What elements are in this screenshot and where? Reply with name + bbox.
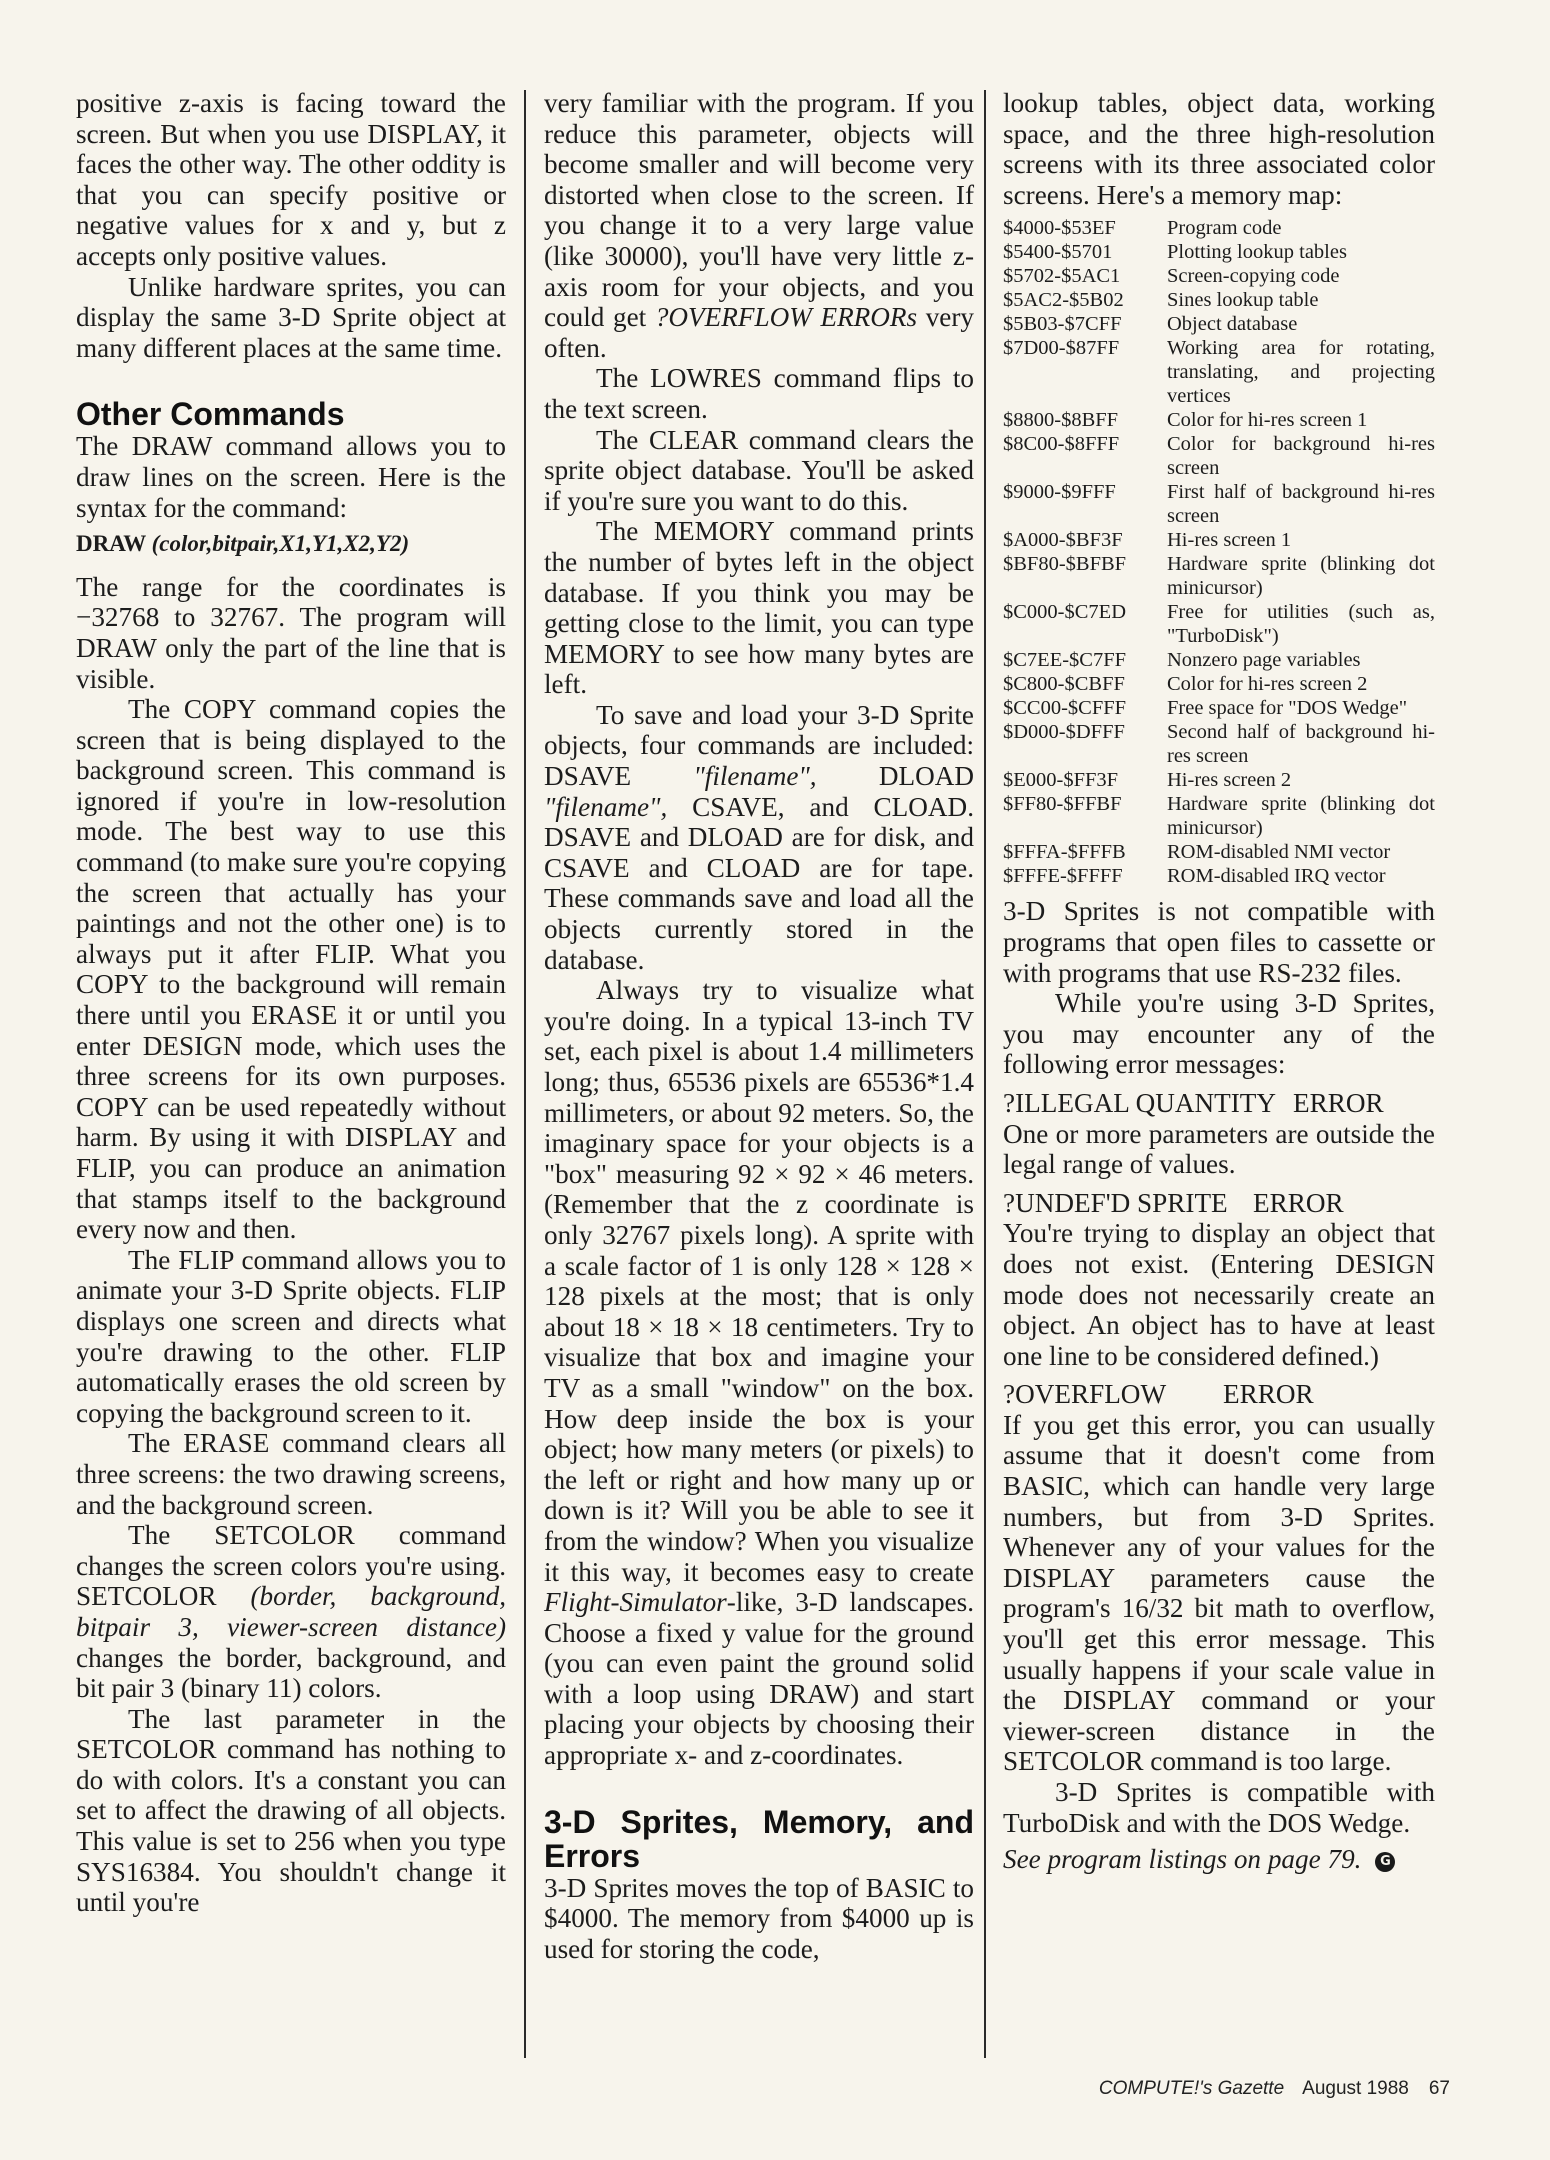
error-code: ?OVERFLOW (1003, 1379, 1167, 1410)
memory-usage: Hi-res screen 1 (1167, 529, 1292, 552)
memory-range: $FFFA-$FFFB (1003, 841, 1126, 864)
paragraph: The last parameter in the SETCOLOR command has nothing to do with colors. It's a constant you can set to affect the drawing of all objects. This value is set to 256 when you type SYS16384. You shouldn't change it until you're (76, 1703, 506, 1918)
memory-range: $8C00-$8FFF (1003, 433, 1120, 456)
memory-range: $C800-$CBFF (1003, 673, 1125, 696)
memory-usage: First half of background hi-res screen (1167, 481, 1435, 528)
memory-range: $FFFE-$FFFF (1003, 865, 1123, 888)
memory-range: $5B03-$7CFF (1003, 313, 1122, 336)
memory-usage: Free space for "DOS Wedge" (1167, 697, 1408, 720)
text-run-italic: "filename", (544, 791, 668, 822)
paragraph (544, 88, 974, 363)
paragraph: The LOWRES command flips to the text screen. (544, 363, 974, 424)
column-3 (1003, 88, 1435, 2058)
end-of-article-icon: G (1375, 1852, 1395, 1872)
text-run: very familiar with the program. If you reduce this parameter, objects will become smaller and will become very distorted when close to the screen. If you change it to a very large value (like 30000), you'll have very little z-axis room for your objects, and you could get (544, 88, 974, 333)
issue-date: August 1988 (1302, 2078, 1409, 2099)
error-description: If you get this error, you can usually assume that it doesn't come from BASIC, which can handle very large numbers, but from 3-D Sprites. Whenever any of your values for the DISPLAY parameters cause the program's 16/32 bit math to overflow, you'll get this error message. This usually happens if your scale value in the DISPLAY command or your viewer-screen distance in the SETCOLOR command is too large. (1003, 1409, 1435, 1777)
error-heading-overflow (1003, 1379, 1435, 1410)
memory-range: $7D00-$87FF (1003, 337, 1120, 360)
text-run: very often. (544, 302, 975, 363)
memory-map-row (1003, 720, 1435, 768)
memory-range: $FF80-$FFBF (1003, 793, 1122, 816)
memory-usage: Working area for rotating, translating, and projecting vertices (1167, 337, 1435, 408)
memory-map-row (1003, 264, 1435, 288)
paragraph: The COPY command copies the screen that is being displayed to the background screen. This command is ignored if you're in low-resolution mode. The best way to use this command (to make sure you're copying the screen that actually has your paintings and not the other one) is to always put it after FLIP. What you COPY to the background will remain there until you ERASE it or until you enter DESIGN mode, which uses the three screens for its own purposes. COPY can be used repeatedly without harm. By using it with DISPLAY and FLIP, you can produce an animation that stamps itself to the background every now and then. (76, 694, 506, 1245)
memory-usage: Color for hi-res screen 1 (1167, 409, 1368, 432)
syntax-args: (color,bitpair,X1,Y1,X2,Y2) (151, 531, 410, 557)
memory-range: $5400-$5701 (1003, 241, 1113, 264)
memory-usage: Hardware sprite (blinking dot minicursor) (1167, 793, 1435, 840)
memory-map-row (1003, 480, 1435, 528)
error-word: ERROR (1293, 1087, 1384, 1118)
text-run: DLOAD (878, 761, 974, 792)
paragraph: The FLIP command allows you to animate your 3-D Sprite objects. FLIP displays one screen and directs what you're drawing to the other. FLIP automatically erases the old screen by copying the background screen to it. (76, 1244, 506, 1428)
column-divider (984, 90, 986, 2058)
memory-map-row (1003, 312, 1435, 336)
memory-usage: Screen-copying code (1167, 265, 1340, 288)
syntax-command: DRAW (76, 531, 146, 557)
memory-map-row (1003, 864, 1435, 888)
memory-map-row (1003, 768, 1435, 792)
text-run: changes the border, background, and bit pair 3 (binary 11) colors. (76, 1642, 506, 1704)
memory-range: $8800-$8BFF (1003, 409, 1119, 432)
section-heading-memory-errors: 3-D Sprites, Memory, and Errors (544, 1803, 974, 1874)
memory-usage: Hi-res screen 2 (1167, 769, 1292, 792)
memory-map-row (1003, 840, 1435, 864)
memory-map-table (1003, 216, 1435, 888)
error-code: ?UNDEF'D SPRITE (1003, 1187, 1228, 1218)
memory-usage: Hardware sprite (blinking dot minicursor) (1167, 553, 1435, 600)
memory-usage: Nonzero page variables (1167, 649, 1361, 672)
memory-map-row (1003, 336, 1435, 408)
memory-map-row (1003, 672, 1435, 696)
memory-range: $BF80-$BFBF (1003, 553, 1127, 576)
text-run: The SETCOLOR command changes the screen colors you're using. SETCOLOR (76, 1520, 506, 1612)
memory-usage: Plotting lookup tables (1167, 241, 1347, 264)
column-1 (76, 88, 506, 2058)
paragraph: While you're using 3-D Sprites, you may encounter any of the following error messages: (1003, 988, 1435, 1080)
paragraph: The ERASE command clears all three screens: the two drawing screens, and the background screen. (76, 1428, 506, 1520)
memory-range: $5702-$5AC1 (1003, 265, 1121, 288)
magazine-name: COMPUTE!'s Gazette (1098, 2078, 1285, 2099)
memory-usage: Sines lookup table (1167, 289, 1319, 312)
closing-note (1003, 1844, 1435, 1875)
memory-map-row (1003, 432, 1435, 480)
error-word: ERROR (1253, 1187, 1344, 1218)
memory-range: $A000-$BF3F (1003, 529, 1123, 552)
memory-usage: ROM-disabled NMI vector (1167, 841, 1391, 864)
paragraph (544, 700, 974, 975)
paragraph: The DRAW command allows you to draw lines on the screen. Here is the syntax for the command: (76, 431, 506, 523)
memory-usage: Object database (1167, 313, 1298, 336)
memory-range: $C7EE-$C7FF (1003, 649, 1127, 672)
error-code: ?ILLEGAL QUANTITY (1003, 1087, 1277, 1118)
memory-usage: Free for utilities (such as, "TurboDisk") (1167, 601, 1435, 648)
memory-map-row (1003, 216, 1435, 240)
memory-range: $CC00-$CFFF (1003, 697, 1127, 720)
memory-range: $E000-$FF3F (1003, 769, 1119, 792)
memory-range: $4000-$53EF (1003, 217, 1116, 240)
memory-range: $D000-$DFFF (1003, 721, 1125, 744)
text-run: CSAVE, and CLOAD. DSAVE and DLOAD are for disk, and CSAVE and CLOAD are for tape. These commands save and load all the objects currently stored in the database. (544, 791, 974, 975)
memory-range: $9000-$9FFF (1003, 481, 1116, 504)
paragraph: 3-D Sprites is compatible with TurboDisk and with the DOS Wedge. (1003, 1777, 1435, 1838)
text-run: Always try to visualize what you're doing. In a typical 13-inch TV set, each pixel is about 1.4 millimeters long; thus, 65536 pixels are 65536*1.4 millimeters, or about 92 meters. So, the imaginary space for your objects is a "box" measuring 92 × 92 × 46 meters. (Remember that the z coordinate is only 32767 pixels long). A sprite with a scale factor of 1 is only 128 × 128 × 128 pixels at the most; that is only about 18 × 18 × 18 centimeters. Try to visualize that box and imagine your TV as a small "window" on the box. How deep inside the box is your object; how many meters (or pixels) to the left or right and how many up or down is it? Will you be able to see it from the window? When you visualize it this way, it becomes easy to create (544, 975, 974, 1587)
memory-map-row (1003, 528, 1435, 552)
memory-usage: Color for hi-res screen 2 (1167, 673, 1368, 696)
memory-usage: ROM-disabled IRQ vector (1167, 865, 1386, 888)
paragraph: 3-D Sprites moves the top of BASIC to $4000. The memory from $4000 up is used for storing the code, (544, 1872, 974, 1964)
error-description: You're trying to display an object that does not exist. (Entering DESIGN mode does not necessarily create an object. An object has to have at least one line to be considered defined.) (1003, 1218, 1435, 1371)
text-run-italic: Flight-Simulator (544, 1587, 727, 1618)
memory-range: $5AC2-$5B02 (1003, 289, 1124, 312)
memory-map-row (1003, 600, 1435, 648)
text-run-italic: (border, background, bitpair 3, viewer-screen distance) (76, 1581, 507, 1642)
page-number: 67 (1428, 2078, 1450, 2099)
paragraph (76, 1520, 506, 1704)
column-divider (524, 90, 526, 2058)
error-heading-undefd-sprite (1003, 1188, 1435, 1219)
section-heading-other-commands: Other Commands (76, 396, 345, 433)
column-2 (544, 88, 974, 2058)
memory-map-row (1003, 648, 1435, 672)
draw-syntax (76, 529, 506, 560)
see-listings-text: See program listings on page 79. (1003, 1844, 1362, 1875)
memory-map-row (1003, 408, 1435, 432)
text-run: -like, 3-D landscapes. Choose a fixed y value for the ground (you can even paint the ground solid with a loop using DRAW) and start placing your objects by choosing their appropriate x- and z-coordinates. (544, 1587, 974, 1771)
paragraph: Unlike hardware sprites, you can display the same 3-D Sprite object at many different places at the same time. (76, 271, 506, 363)
memory-map-row (1003, 552, 1435, 600)
memory-map-row (1003, 288, 1435, 312)
paragraph: 3-D Sprites is not compatible with programs that open files to cassette or with programs that use RS-232 files. (1003, 896, 1435, 988)
memory-usage: Second half of background hi-res screen (1167, 721, 1435, 768)
paragraph: The range for the coordinates is −32768 to 32767. The program will DRAW only the part of the line that is visible. (76, 571, 506, 694)
paragraph: The CLEAR command clears the sprite object database. You'll be asked if you're sure you want to do this. (544, 424, 974, 516)
error-description: One or more parameters are outside the legal range of values. (1003, 1118, 1435, 1180)
text-run: To save and load your 3-D Sprite objects, four commands are included: DSAVE (544, 699, 974, 792)
error-word: ERROR (1223, 1379, 1314, 1410)
memory-map-row (1003, 792, 1435, 840)
memory-range: $C000-$C7ED (1003, 601, 1126, 624)
paragraph: The MEMORY command prints the number of bytes left in the object database. If you think you may be getting close to the limit, you can type MEMORY to see how many bytes are left. (544, 516, 974, 700)
memory-usage: Program code (1167, 217, 1282, 240)
paragraph: positive z-axis is facing toward the screen. But when you use DISPLAY, it faces the other way. The other oddity is that you can specify positive or negative values for x and y, but z accepts only positive values. (76, 88, 506, 271)
error-heading-illegal-quantity (1003, 1088, 1435, 1119)
paragraph: lookup tables, object data, working space, and the three high-resolution screens with its three associated color screens. Here's a memory map: (1003, 88, 1435, 210)
memory-map-row (1003, 696, 1435, 720)
paragraph (544, 975, 974, 1770)
memory-map-row (1003, 240, 1435, 264)
text-run-italic: ?OVERFLOW ERRORs (654, 302, 918, 333)
text-run-italic: "filename", (693, 761, 817, 792)
page-footer (1099, 2078, 1450, 2100)
memory-usage: Color for background hi-res screen (1167, 433, 1435, 480)
